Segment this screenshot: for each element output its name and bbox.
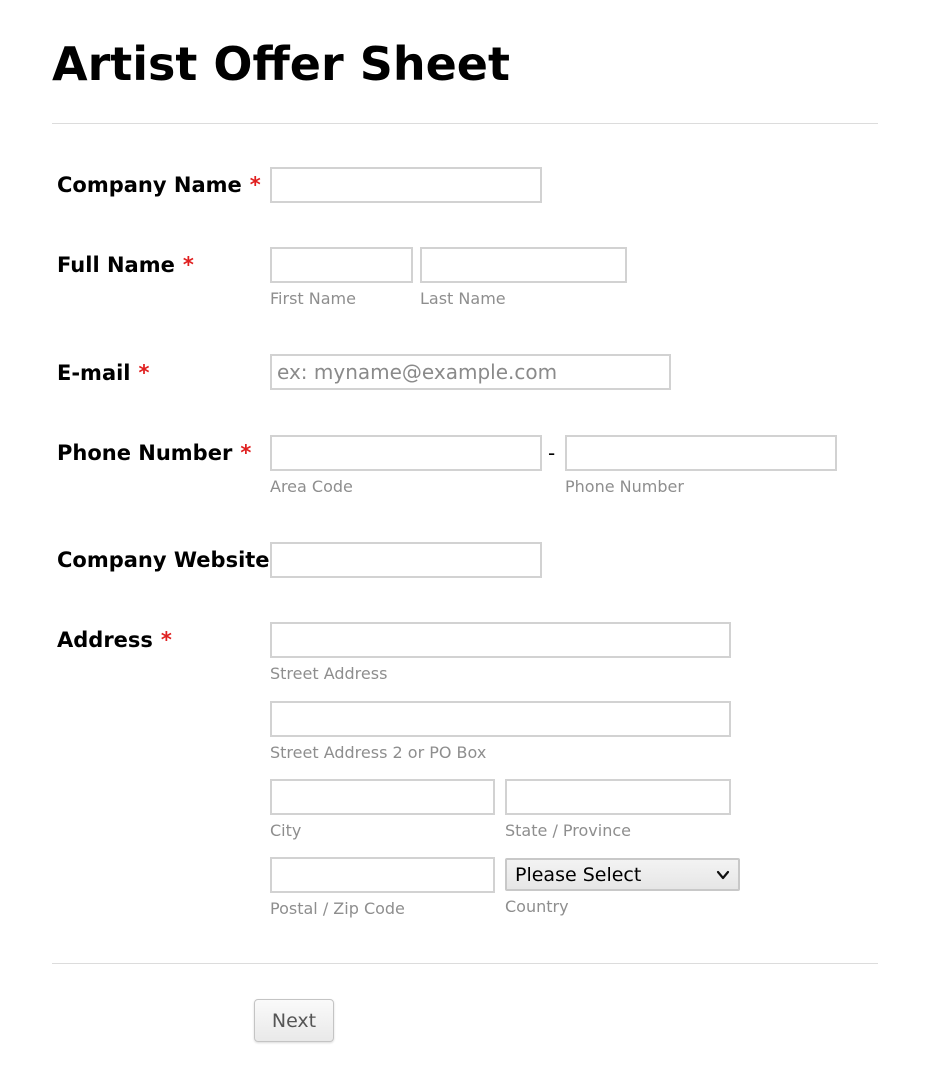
postal-code-input[interactable] (270, 857, 495, 893)
city-input[interactable] (270, 779, 495, 815)
bottom-divider (52, 963, 878, 964)
city-sublabel: City (270, 821, 302, 840)
company-name-input[interactable] (270, 167, 542, 203)
first-name-input[interactable] (270, 247, 413, 283)
next-button[interactable]: Next (254, 999, 334, 1042)
phone-label (57, 440, 251, 466)
postal-code-sublabel: Postal / Zip Code (270, 899, 405, 918)
street-address-input[interactable] (270, 622, 731, 658)
email-label (57, 360, 150, 386)
street-address-2-input[interactable] (270, 701, 731, 737)
street-address-2-sublabel: Street Address 2 or PO Box (270, 743, 487, 762)
required-asterisk: * (138, 361, 150, 385)
required-asterisk: * (182, 253, 194, 277)
page-title: Artist Offer Sheet (52, 37, 510, 91)
phone-separator: - (548, 441, 556, 465)
state-province-input[interactable] (505, 779, 731, 815)
state-province-sublabel: State / Province (505, 821, 631, 840)
country-selected-value: Please Select (515, 863, 642, 886)
phone-number-sublabel: Phone Number (565, 477, 684, 496)
last-name-sublabel: Last Name (420, 289, 506, 308)
area-code-input[interactable] (270, 435, 542, 471)
company-website-label: Company Website (57, 548, 270, 572)
phone-number-input[interactable] (565, 435, 837, 471)
area-code-sublabel: Area Code (270, 477, 353, 496)
required-asterisk: * (160, 628, 172, 652)
email-label-text: E-mail (57, 361, 131, 385)
first-name-sublabel: First Name (270, 289, 356, 308)
address-label-text: Address (57, 628, 153, 652)
street-address-sublabel: Street Address (270, 664, 388, 683)
required-asterisk: * (240, 441, 252, 465)
top-divider (52, 123, 878, 124)
full-name-label-text: Full Name (57, 253, 175, 277)
chevron-down-icon (716, 868, 730, 882)
address-label (57, 627, 172, 653)
company-website-input[interactable] (270, 542, 542, 578)
last-name-input[interactable] (420, 247, 627, 283)
required-asterisk: * (249, 173, 261, 197)
company-name-label (57, 172, 261, 198)
phone-label-text: Phone Number (57, 441, 233, 465)
country-select[interactable] (505, 858, 740, 891)
full-name-label (57, 252, 194, 278)
email-input[interactable] (270, 354, 671, 390)
company-name-label-text: Company Name (57, 173, 242, 197)
country-sublabel: Country (505, 897, 569, 916)
